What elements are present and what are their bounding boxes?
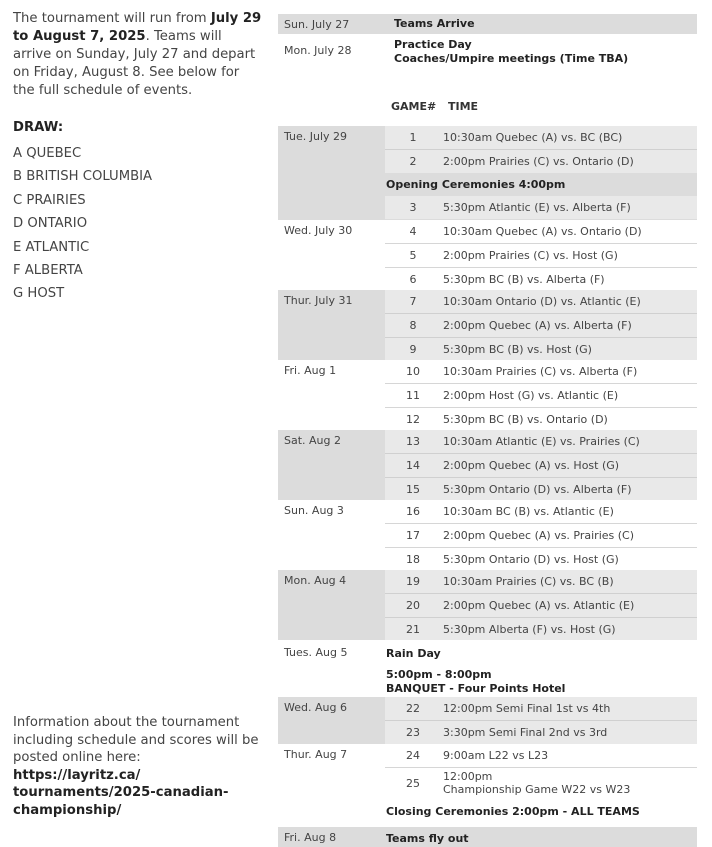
draw-item: F ALBERTA [13,263,83,279]
game-details: 5:30pm Ontario (D) vs. Alberta (F) [443,482,632,496]
game-details: 2:00pm Prairies (C) vs. Host (G) [443,249,618,263]
day-label: Fri. Aug 8 [284,831,337,844]
intro-pre: The tournament will run from [13,11,211,26]
left-column [13,10,263,306]
day-mon-july-28 [278,34,697,113]
day-label: Tue. July 29 [284,130,348,143]
day-sat-aug-2 [278,430,697,500]
game-row [385,337,697,360]
day-tue-july-29 [278,126,697,220]
game-number: 24 [406,749,420,762]
day-thu-july-31 [278,290,697,360]
game-row [385,430,697,453]
game-details: 2:00pm Quebec (A) vs. Host (G) [443,459,620,473]
day-sun-july-27 [278,14,697,34]
game-row [385,383,697,406]
day-label: Thur. July 31 [284,294,353,307]
game-number: 15 [406,482,420,496]
column-header-time: TIME [448,100,479,113]
game-row [385,500,697,523]
game-number: 8 [409,319,417,333]
day-thu-aug-7 [278,744,697,824]
event-teams-arrive: Teams Arrive [394,17,475,30]
draw-item: B BRITISH COLUMBIA [13,169,153,185]
event-rain-day: Rain Day [386,647,441,660]
game-details: 10:30am Atlantic (E) vs. Prairies (C) [443,435,640,448]
game-row [385,547,697,570]
game-row [385,617,697,640]
game-number: 21 [406,622,420,636]
game-number: 4 [409,225,417,238]
event-closing-ceremonies: Closing Ceremonies 2:00pm - ALL TEAMS [386,805,640,819]
game-details: 5:30pm BC (B) vs. Host (G) [443,342,592,356]
draw-item: A QUEBEC [13,146,82,161]
game-row [385,407,697,430]
draw-item: E ATLANTIC [13,239,90,255]
game-row [385,720,697,743]
schedule-table [278,14,697,847]
column-header-game: GAME# [391,100,437,113]
game-number: 18 [406,552,420,566]
day-label: Wed. July 30 [284,224,353,237]
event-practice-day: Practice Day [394,38,472,51]
draw-item: D ONTARIO [13,216,88,232]
game-details: 2:00pm Quebec (A) vs. Alberta (F) [443,319,632,333]
event-banquet: BANQUET - Four Points Hotel [386,682,566,695]
event-teams-fly-out: Teams fly out [386,832,469,845]
day-mon-aug-4 [278,570,697,640]
game-number: 12 [406,412,420,426]
game-details: 2:00pm Quebec (A) vs. Atlantic (E) [443,599,635,613]
game-time: 12:00pm [443,770,493,784]
game-number: 6 [409,272,417,286]
game-details: 3:30pm Semi Final 2nd vs 3rd [443,726,608,740]
draw-item: C PRAIRIES [13,192,86,208]
game-details: 2:00pm Quebec (A) vs. Prairies (C) [443,529,635,543]
game-row [385,220,697,243]
day-label: Wed. Aug 6 [284,701,347,714]
game-number: 13 [406,435,420,448]
game-number: 3 [409,200,417,214]
game-number: 19 [406,575,420,588]
day-label: Sat. Aug 2 [284,434,342,447]
game-details: 5:30pm BC (B) vs. Alberta (F) [443,272,605,286]
day-label: Fri. Aug 1 [284,364,337,377]
game-row [385,243,697,266]
game-row [385,126,697,149]
game-row [385,149,697,172]
day-label: Sun. July 27 [284,18,350,31]
day-label: Mon. July 28 [284,44,352,57]
intro-post: . Teams will arrive on Sunday, July 27 and depart on Friday, August 8. See below for the full schedule of events. [13,29,256,98]
game-details: 5:30pm Alberta (F) vs. Host (G) [443,622,616,636]
game-details: 5:30pm Ontario (D) vs. Host (G) [443,552,619,566]
game-details [443,770,630,796]
info-text: Information about the tournament including schedule and scores will be posted online here: [13,715,259,765]
game-details: 5:30pm Atlantic (E) vs. Alberta (F) [443,200,631,214]
game-row [385,360,697,383]
game-row [385,453,697,476]
game-row [385,570,697,593]
day-tues-aug-5 [278,640,697,697]
game-title: Championship Game W22 vs W23 [443,783,631,797]
game-number: 23 [406,726,420,740]
event-banquet-time: 5:00pm - 8:00pm [386,668,492,681]
game-number: 9 [409,342,417,356]
game-number: 7 [409,295,417,308]
game-row [385,313,697,336]
day-label: Tues. Aug 5 [284,646,348,659]
draw-item: G HOST [13,286,65,302]
day-label: Thur. Aug 7 [284,748,348,761]
game-details: 10:30am Quebec (A) vs. Ontario (D) [443,225,642,238]
game-row [385,593,697,616]
tournament-url-link[interactable]: https://layritz.ca/ tournaments/2025-canadian-championship/ [13,767,229,818]
day-wed-aug-6 [278,697,697,744]
day-sun-aug-3 [278,500,697,570]
game-details: 2:00pm Host (G) vs. Atlantic (E) [443,389,619,403]
game-number: 5 [409,249,417,263]
day-fri-aug-1 [278,360,697,430]
game-row [385,767,697,799]
game-row [385,744,697,767]
day-fri-aug-8 [278,827,697,847]
event-opening-ceremonies: Opening Ceremonies 4:00pm [386,177,566,191]
game-row [385,196,697,219]
game-row [385,523,697,546]
game-details: 5:30pm BC (B) vs. Ontario (D) [443,412,608,426]
game-details: 2:00pm Prairies (C) vs. Ontario (D) [443,155,634,169]
intro-dates: July 29 to August 7, 2025 [13,11,262,44]
draw-list [13,142,263,306]
game-details: 10:30am Prairies (C) vs. Alberta (F) [443,365,638,378]
game-details: 9:00am L22 vs L23 [443,749,549,762]
game-number: 10 [406,365,420,378]
game-details: 10:30am Ontario (D) vs. Atlantic (E) [443,295,641,308]
game-number: 1 [409,131,417,144]
game-row [385,290,697,313]
day-wed-july-30 [278,220,697,290]
intro-paragraph [13,10,263,100]
game-number: 11 [406,389,420,403]
game-number: 2 [409,155,417,169]
game-number: 22 [406,702,420,715]
info-block [13,714,263,819]
day-label: Mon. Aug 4 [284,574,347,587]
game-details: 10:30am Prairies (C) vs. BC (B) [443,575,614,588]
game-number: 17 [406,529,420,543]
game-number: 16 [406,505,420,518]
event-meetings: Coaches/Umpire meetings (Time TBA) [394,52,629,65]
game-number: 20 [406,599,420,613]
game-row [385,267,697,290]
game-row [385,697,697,720]
game-number: 14 [406,459,420,473]
game-details: 12:00pm Semi Final 1st vs 4th [443,702,611,715]
day-label: Sun. Aug 3 [284,504,344,517]
game-number: 25 [406,777,420,791]
game-details: 10:30am BC (B) vs. Atlantic (E) [443,505,614,518]
game-row [385,477,697,500]
game-details: 10:30am Quebec (A) vs. BC (BC) [443,131,623,144]
draw-title: DRAW: [13,120,64,135]
